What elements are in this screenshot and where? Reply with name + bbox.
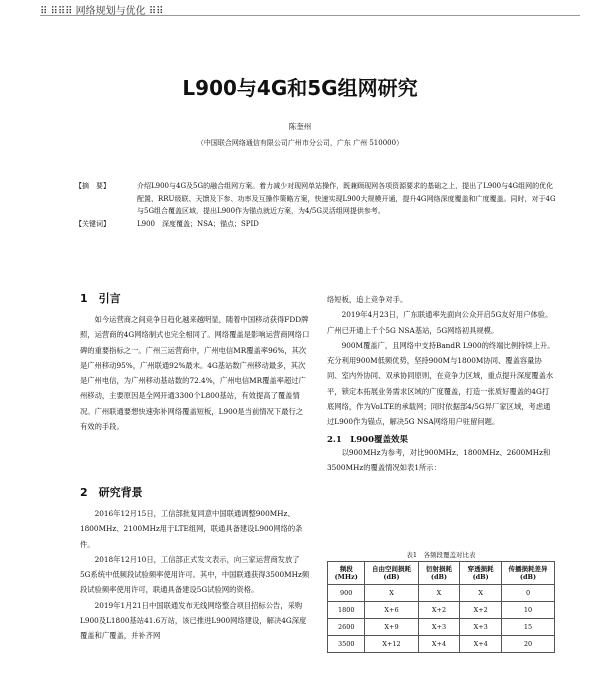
table-cell: X+2 xyxy=(418,602,460,619)
keywords-text: L900 深度覆盖；NSA；锚点；SPID xyxy=(137,219,259,228)
table-cell: 10 xyxy=(502,602,555,619)
table-cell: 1800 xyxy=(328,602,365,619)
header-rule xyxy=(40,15,580,16)
table-cell: X+9 xyxy=(365,619,418,636)
table-cell: X+3 xyxy=(418,619,460,636)
table-cell: 20 xyxy=(502,636,555,653)
right-para-1: 2019年4月23日，广东联通率先面向公众开启5G友好用户体验。广州已开通上千个5G NSA基站，5G网络初具规模。 xyxy=(327,310,553,335)
right-para-2: 900M覆盖广，且网络中支持BandR L900的终端比例持续上升。充分利用900M低频优势，坚持900M与1800M协同、覆盖容量协同、室内外协同、双承协同原则，在竞争力区域，重点提升深度覆盖水平，锁定本拓展业务需求区域的广度覆盖，打造一张质好覆盖的4G打底网络，作为VoLTE的承载网；同时依据部4/5G异厂家区域，考虑通过L900作为锚点，解决5G NSA网络用户驻留问题。 xyxy=(327,340,555,427)
section-1-para: 如今运营商之间竞争日趋化越来越明显，随着中国移动获得FDD牌照，运营商的4G网络制式也完全相同了。网络覆盖是影响运营商网络口碑的重要指标之一。广州三运营商中，广州电信MR覆盖率96%，其次是广州移动95%，广州联通92%最末。4G基站数广州移动最多，其次是广州电信，为广州移动基站数的72.4%，广州电信MR覆盖率超过广州移动，主要原因是全网开通3300个L800基站，有效提高了覆盖情况。广州联通要想快速弥补网络覆盖短板，L900是当前情况下最行之有效的手段。 xyxy=(80,315,310,432)
running-header: ⠿ ⠿⠿⠿ 网络规划与优化 ⠿⠿ xyxy=(40,6,164,17)
table-cell: X+12 xyxy=(365,636,418,653)
section-2-heading: 2 研究背景 xyxy=(80,486,143,499)
table-caption: 表1 各频段覆盖对比表 xyxy=(406,551,476,559)
right-column xyxy=(327,292,555,475)
table-header-row xyxy=(328,562,555,585)
section-2-para-2: 2018年12月10日，工信部正式发文表示，向三家运营商发放了5G系统中低频段试验频率使用许可。其中，中国联通获得3500MHz频段试验频率使用许可，联通具备建设5G试验网的资格。 xyxy=(80,554,310,595)
keywords-row xyxy=(75,218,560,231)
table-cell: 900 xyxy=(328,585,365,602)
table-header: 穿透损耗(dB) xyxy=(460,562,502,585)
table-header: 衍射损耗(dB) xyxy=(418,562,460,585)
table-cell: X xyxy=(460,585,502,602)
table-cell: X xyxy=(365,585,418,602)
author: 陈奎州 xyxy=(288,122,312,131)
section-2-para-1: 2016年12月15日，工信部批复同意中国联通调整900MHz、1800MHz、2100MHz用于LTE组网，联通具备建设L900网络的条件。 xyxy=(80,509,303,549)
table-cell: X+4 xyxy=(460,636,502,653)
affiliation: （中国联合网络通信有限公司广州市分公司，广东 广州 510000） xyxy=(196,139,404,147)
table-cell: 2600 xyxy=(328,619,365,636)
abstract-row xyxy=(75,180,560,218)
section-2 xyxy=(80,484,310,644)
table-row xyxy=(328,602,555,619)
table-cell: 0 xyxy=(502,585,555,602)
table-header: 自由空间损耗(dB) xyxy=(365,562,418,585)
table-row xyxy=(328,585,555,602)
abstract-text: 介绍L900与4G及5G的融合组网方案。着力减少对现网单站操作，既兼顾现网各项资源要求的基础之上，提出了L900与4G组网的优化配置、RRU级联、天馈及下参、功率及互操作策略方案，快速实现L900大规模开通，提升4G网络深度覆盖和广度覆盖。同时，对于4G与5G组合覆盖区域，提出L900作为锚点就近方案，为4/5G灵活组网提供参考。 xyxy=(137,182,556,215)
table-cell: X+3 xyxy=(460,619,502,636)
table-header: 传播损耗差异(dB) xyxy=(502,562,555,585)
right-para-0: 络短板，追上竞争对手。 xyxy=(327,295,408,304)
table-cell: X+6 xyxy=(365,602,418,619)
table-cell: X+2 xyxy=(460,602,502,619)
coverage-table xyxy=(327,561,555,653)
subsection-2-1-heading: 2.1 L900覆盖效果 xyxy=(327,434,409,445)
abstract-block xyxy=(75,180,560,230)
table-cell: X+4 xyxy=(418,636,460,653)
table-row xyxy=(328,619,555,636)
table-cell: X xyxy=(418,585,460,602)
table-header: 频段(MHz) xyxy=(328,562,365,585)
right-para-3: 以900MHz为参考，对比900MHz、1800MHz、2600MHz和3500MHz的覆盖情况如表1所示： xyxy=(327,447,551,472)
table-cell: 15 xyxy=(502,619,555,636)
table-cell: 3500 xyxy=(328,636,365,653)
table-row xyxy=(328,636,555,653)
abstract-label: 【摘 要】 xyxy=(75,182,110,190)
section-1-heading: 1 引言 xyxy=(80,292,121,305)
keywords-label: 【关键词】 xyxy=(75,219,110,228)
section-1 xyxy=(80,290,310,434)
section-2-para-3: 2019年1月21日中国联通发布无线网络整合项目招标公告，采购L900及L1800基站41.6万站，该已推进L900网络建设，解决4G深度覆盖和广覆盖，并补齐网 xyxy=(80,600,307,641)
article-title: L900与4G和5G组网研究 xyxy=(182,76,418,100)
